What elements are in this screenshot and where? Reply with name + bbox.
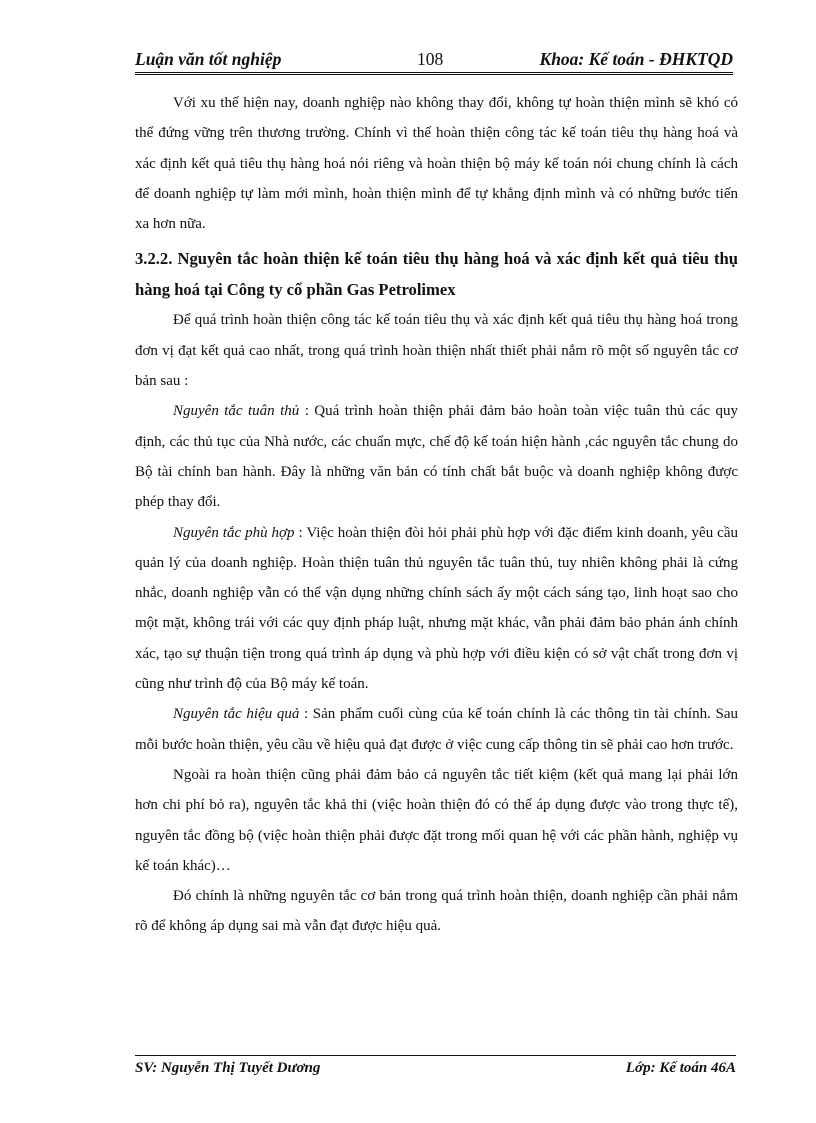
- paragraph-conclusion: Đó chính là những nguyên tắc cơ bản trong quá trình hoàn thiện, doanh nghiệp cần phải nắm rõ để không áp dụng sai mà vẫn đạt được hiệu quả.: [135, 888, 738, 935]
- footer-student: SV: Nguyễn Thị Tuyết Dương: [135, 1060, 321, 1076]
- footer-class: Lớp: Kế toán 46A: [625, 1060, 736, 1076]
- paragraph-efficiency: [135, 699, 738, 760]
- text-suitability: : Việc hoàn thiện đòi hỏi phải phù hợp với đặc điểm kinh doanh, yêu cầu quản lý của doanh nghiệp. Hoàn thiện tuân thủ nguyên tắc tuân thủ, tuy nhiên không phải là cứng nhắc, doanh nghiệp vẫn có thể vận dụng những chính sách ấy một cách sáng tạo, linh hoạt sao cho một mặt, không trái với các quy định pháp luật, nhưng mặt khác, vẫn phải đảm bảo phản ánh chính xác, tạo sự thuận tiện trong quá trình áp dụng và phù hợp với điều kiện có sở vật chất trong đơn vị cũng như trình độ của Bộ máy kế toán.: [135, 524, 738, 693]
- section-heading: 3.2.2. Nguyên tắc hoàn thiện kế toán tiêu thụ hàng hoá và xác định kết quả tiêu thụ hàng hoá tại Công ty cổ phần Gas Petrolimex: [135, 249, 738, 300]
- paragraph-suitability: [135, 518, 738, 700]
- page-footer: [135, 1055, 736, 1078]
- document-body: [135, 88, 738, 942]
- paragraph-compliance: [135, 396, 738, 517]
- header-thesis-title: Luận văn tốt nghiệp: [135, 49, 282, 69]
- text-efficiency: : Sản phẩm cuối cùng của kế toán chính là các thông tin tài chính. Sau mỗi bước hoàn thiện, yêu cầu về hiệu quả đạt được ở việc cung cấp thông tin sẽ phải cao hơn trước.: [135, 706, 738, 753]
- term-compliance: Nguyên tắc tuân thủ: [173, 403, 300, 420]
- page-header: [135, 48, 733, 75]
- term-efficiency: Nguyên tắc hiệu quả: [173, 706, 300, 723]
- text-compliance: : Quá trình hoàn thiện phải đảm bảo hoàn toàn việc tuân thủ các quy định, các thủ tục của Nhà nước, các chuẩn mực, chế độ kế toán hiện hành ,các nguyên tắc chung do Bộ tài chính ban hành. Đây là những văn bản có tính chất bắt buộc và doanh nghiệp không được phép thay đổi.: [135, 403, 738, 511]
- paragraph-principles-intro: Để quá trình hoàn thiện công tác kế toán tiêu thụ và xác định kết quả tiêu thụ hàng hoá trong đơn vị đạt kết quả cao nhất, trong quá trình hoàn thiện nhất thiết phải nắm rõ một số nguyên tắc cơ bản sau :: [135, 312, 738, 390]
- header-faculty: Khoa: Kế toán - ĐHKTQD: [539, 49, 733, 69]
- paragraph-other-principles: Ngoài ra hoàn thiện cũng phải đảm bảo cả nguyên tắc tiết kiệm (kết quả mang lại phải lớn hơn chi phí bỏ ra), nguyên tắc khả thi (việc hoàn thiện đó có thể áp dụng được vào trong thực tế), nguyên tắc đồng bộ (việc hoàn thiện phải được đặt trong mối quan hệ với các phần hành, nghiệp vụ kế toán khác)…: [135, 766, 738, 874]
- paragraph-intro: Với xu thế hiện nay, doanh nghiệp nào không thay đổi, không tự hoàn thiện mình sẽ khó có thể đứng vững trên thương trường. Chính vì thế hoàn thiện công tác kế toán tiêu thụ hàng hoá và xác định kết quả tiêu thụ hàng hoá nói riêng và hoàn thiện bộ máy kế toán nói chung chính là cách để doanh nghiệp tự làm mới mình, hoàn thiện mình để tự khẳng định mình và có những bước tiến xa hơn nữa.: [135, 95, 738, 233]
- term-suitability: Nguyên tắc phù hợp: [173, 524, 295, 541]
- page-number: 108: [417, 49, 444, 69]
